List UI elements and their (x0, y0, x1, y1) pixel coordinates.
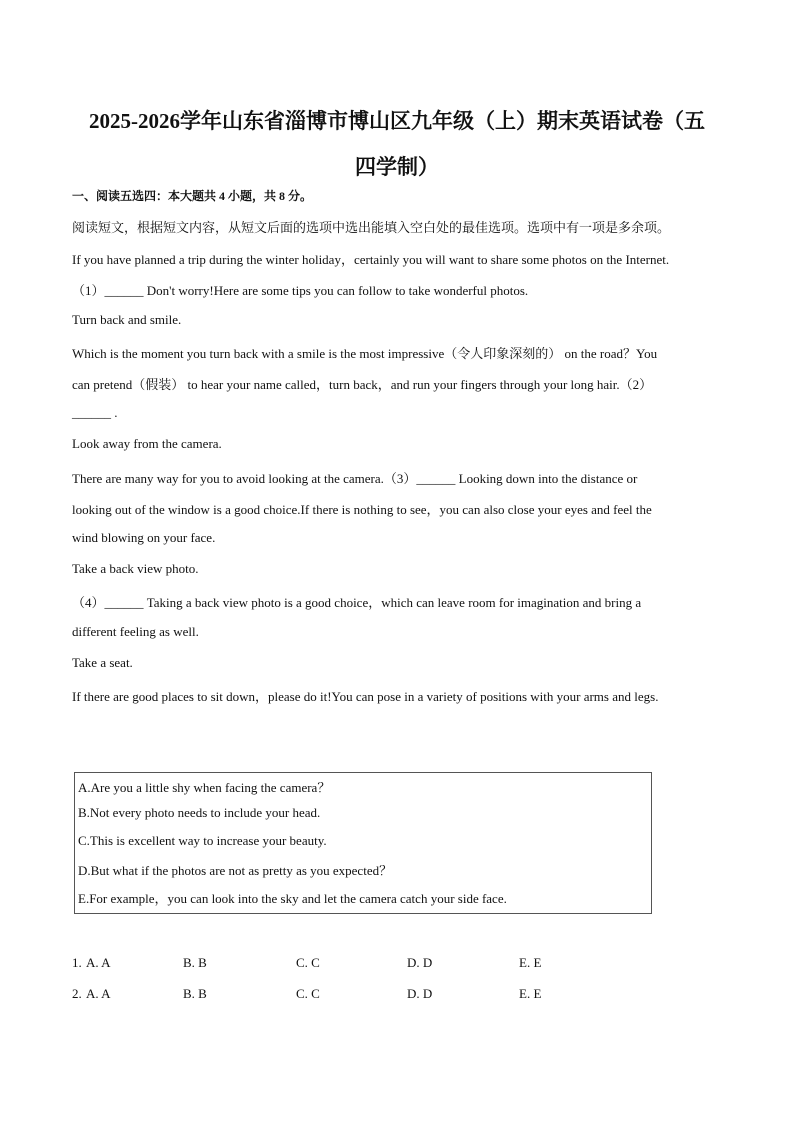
option-e: E.For example，you can look into the sky and let the camera catch your side face. (78, 891, 507, 906)
question-number: 2. (72, 986, 82, 1001)
choice-a[interactable]: A. A (86, 986, 111, 1001)
choice-a[interactable]: A. A (86, 955, 111, 970)
choice-b[interactable]: B. B (183, 986, 207, 1001)
passage-line: （4）______ Taking a back view photo is a good choice，which can leave room for imagination and bring a (72, 595, 642, 610)
choice-d[interactable]: D. D (407, 955, 433, 970)
exam-title (0, 98, 794, 190)
passage-line: If there are good places to sit down，please do it!You can pose in a variety of positions with your arms and legs. (72, 689, 659, 704)
choice-c[interactable]: C. C (296, 986, 320, 1001)
question-number: 1. (72, 955, 82, 970)
passage-line: Which is the moment you turn back with a smile is the most impressive（令人印象深刻的） on the road？You (72, 346, 658, 361)
exam-title-line-2: 四学制） (355, 155, 439, 179)
option-b: B.Not every photo needs to include your head. (78, 805, 321, 820)
section-heading: 一、阅读五选四：本大题共 4 小题，共 8 分。 (72, 189, 313, 203)
choice-c[interactable]: C. C (296, 955, 320, 970)
option-c: C.This is excellent way to increase your beauty. (78, 833, 327, 848)
passage-line: ______ . (72, 405, 118, 420)
passage-line: looking out of the window is a good choice.If there is nothing to see，you can also close your eyes and feel the (72, 502, 652, 517)
passage-line: Look away from the camera. (72, 436, 222, 451)
options-box (74, 772, 652, 914)
passage-line: wind blowing on your face. (72, 530, 216, 545)
passage-line: Take a back view photo. (72, 561, 199, 576)
passage-line: can pretend（假装） to hear your name called，turn back，and run your fingers through your long hair.（2） (72, 377, 653, 392)
instructions: 阅读短文，根据短文内容，从短文后面的选项中选出能填入空白处的最佳选项。选项中有一项是多余项。 (72, 220, 671, 235)
exam-title-line-1: 2025-2026学年山东省淄博市博山区九年级（上）期末英语试卷（五 (89, 109, 705, 133)
option-a: A.Are you a little shy when facing the camera？ (78, 780, 331, 795)
passage-line: different feeling as well. (72, 624, 199, 639)
choice-e[interactable]: E. E (519, 986, 542, 1001)
choice-e[interactable]: E. E (519, 955, 542, 970)
choice-d[interactable]: D. D (407, 986, 433, 1001)
choice-b[interactable]: B. B (183, 955, 207, 970)
passage-line: There are many way for you to avoid looking at the camera.（3）______ Looking down into the distance or (72, 471, 638, 486)
passage-line: If you have planned a trip during the winter holiday，certainly you will want to share some photos on the Internet. (72, 252, 670, 267)
passage-line: （1）______ Don't worry!Here are some tips you can follow to take wonderful photos. (72, 283, 529, 298)
passage-line: Turn back and smile. (72, 312, 182, 327)
passage-line: Take a seat. (72, 655, 133, 670)
option-d: D.But what if the photos are not as pretty as you expected？ (78, 863, 393, 878)
